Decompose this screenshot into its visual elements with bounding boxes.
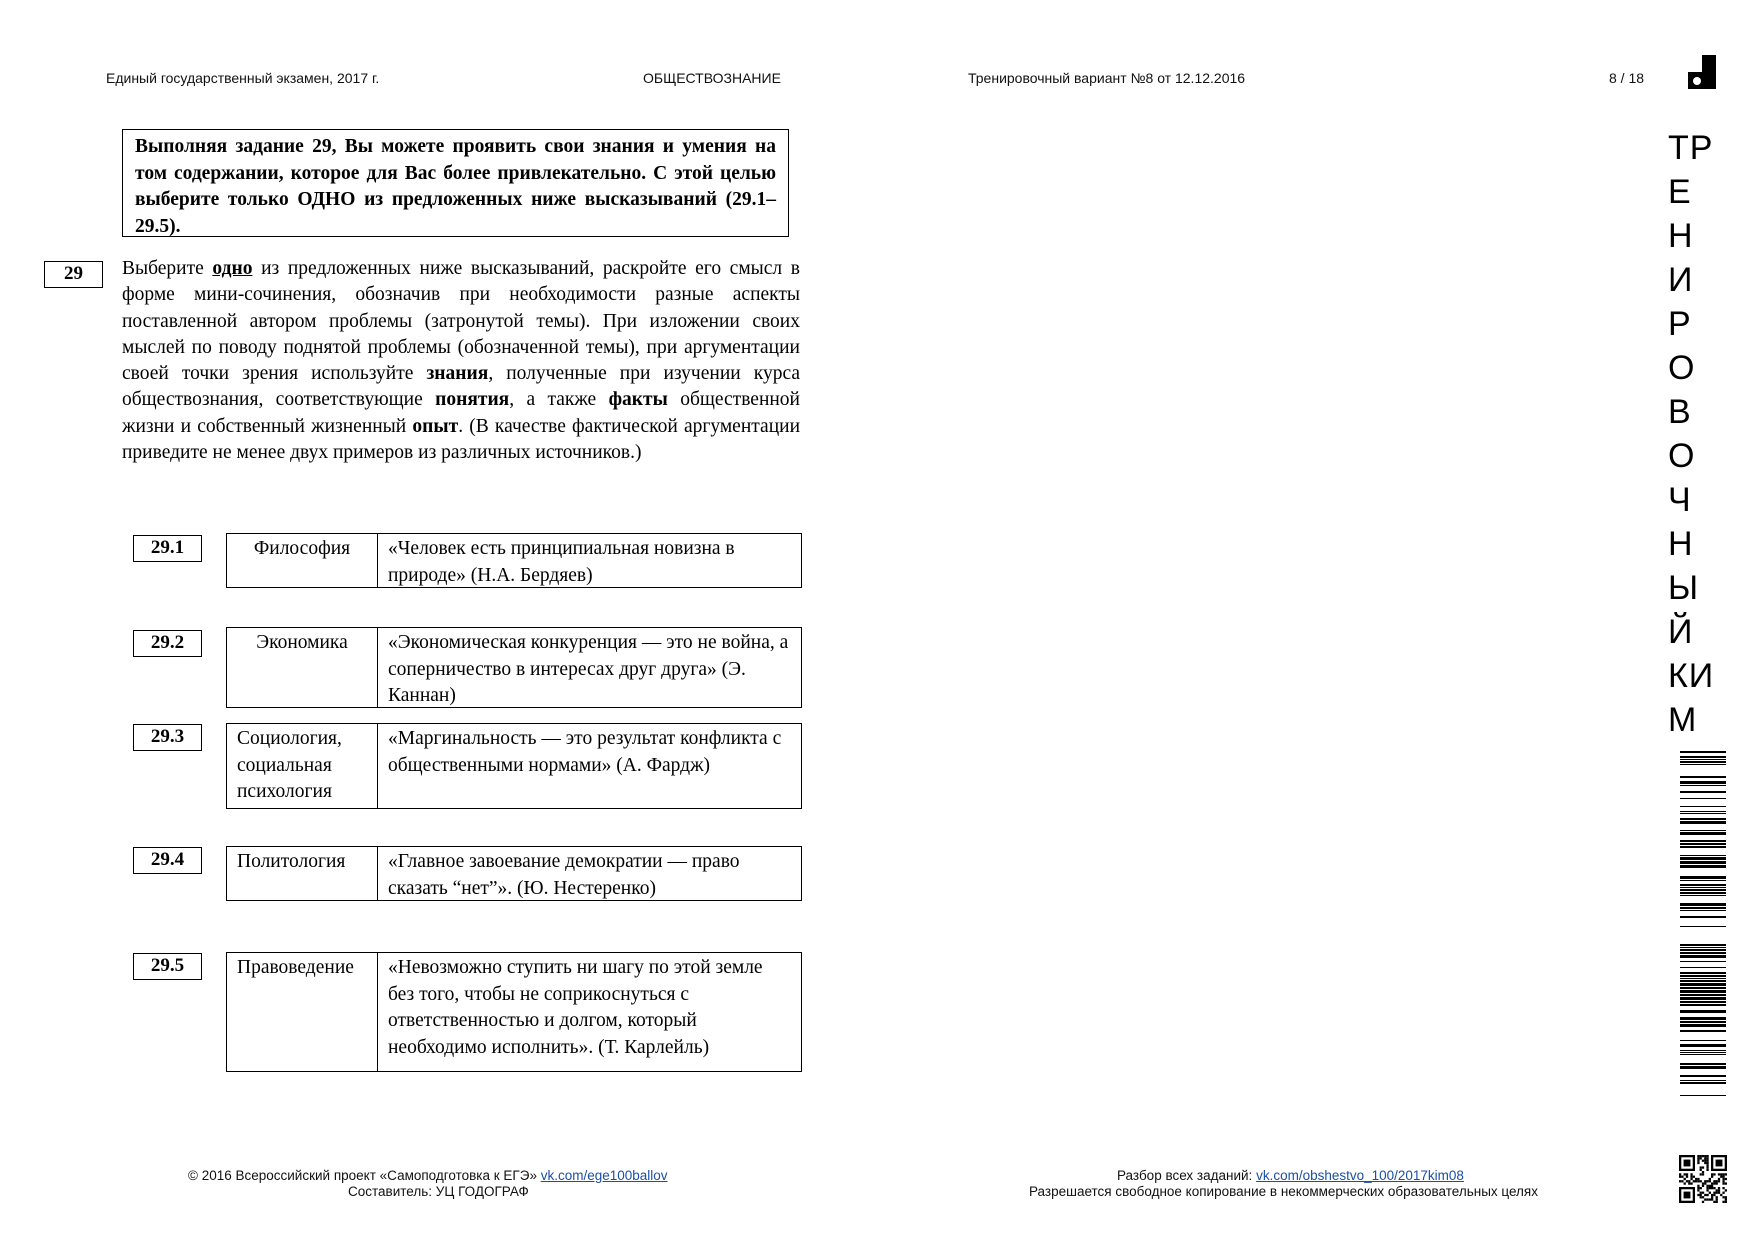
- option-row: [226, 952, 802, 1072]
- option-subject: Политология: [227, 847, 378, 900]
- option-quote: «Главное завоевание демократии — право сказать “нет”». (Ю. Нестеренко): [388, 851, 740, 899]
- option-number: 29.3: [133, 724, 202, 751]
- option-row: [226, 533, 802, 588]
- option-subject: Экономика: [227, 628, 378, 707]
- option-quote: «Человек есть принципиальная новизна в природе» (Н.А. Бердяев): [388, 538, 735, 586]
- header-variant: Тренировочный вариант №8 от 12.12.2016: [968, 70, 1246, 86]
- option-number: 29.2: [133, 630, 202, 657]
- task-number: 29: [44, 261, 103, 288]
- header-page-number: 8 / 18: [1609, 70, 1645, 86]
- option-row: [226, 723, 802, 809]
- side-letter: О: [1668, 437, 1696, 475]
- footer-author: Составитель: УЦ ГОДОГРАФ: [348, 1184, 529, 1199]
- qr-code-icon: [1679, 1155, 1727, 1203]
- option-row: [226, 846, 802, 901]
- option-row: [226, 627, 802, 708]
- barcode-icon: [1680, 751, 1726, 1101]
- footer-license: Разрешается свободное копирование в некоммерческих образовательных целях: [1029, 1184, 1538, 1199]
- side-letter: ТР: [1668, 129, 1714, 167]
- footer-analysis: Разбор всех заданий: vk.com/obshestvo_100/2017kim08: [1117, 1168, 1464, 1183]
- option-subject: Социология, социальная психология: [227, 724, 378, 808]
- side-letter: Е: [1668, 173, 1692, 211]
- option-subject: Философия: [227, 534, 378, 587]
- side-letter: И: [1668, 261, 1694, 299]
- side-letter: Й: [1668, 613, 1694, 651]
- side-letter: Н: [1668, 217, 1694, 255]
- option-number: 29.5: [133, 953, 202, 980]
- footer-copyright: © 2016 Всероссийский проект «Самоподготовка к ЕГЭ» vk.com/ege100ballov: [188, 1168, 668, 1183]
- option-number: 29.4: [133, 847, 202, 874]
- option-quote: «Невозможно ступить ни шагу по этой земле без того, чтобы не соприкоснуться с ответственностью и долгом, который необходимо исполнить». (Т. Карлейль): [388, 957, 763, 1058]
- task-text: Выберите одно из предложенных ниже высказываний, раскройте его смысл в форме мини-сочинения, обозначив при необходимости разные аспекты поставленной автором проблемы (затронутой темы). При изложении своих мыслей по поводу поднятой проблемы (обозначенной темы), при аргументации своей точки зрения используйте знания, полученные при изучении курса обществознания, соответствующие понятия, а также факты общественной жизни и собственный жизненный опыт. (В качестве фактической аргументации приведите не менее двух примеров из различных источников.): [122, 258, 800, 464]
- side-letter: КИ: [1668, 657, 1715, 695]
- footer-link-analysis[interactable]: vk.com/obshestvo_100/2017kim08: [1256, 1168, 1464, 1183]
- side-letter: Р: [1668, 305, 1692, 343]
- footer-link-ege100ballov[interactable]: vk.com/ege100ballov: [540, 1168, 668, 1183]
- option-quote: «Маргинальность — это результат конфликта с общественными нормами» (А. Фардж): [388, 728, 782, 776]
- side-watermark-word: [1668, 126, 1738, 742]
- header-subject: ОБЩЕСТВОЗНАНИЕ: [643, 70, 781, 86]
- option-number: 29.1: [133, 535, 202, 562]
- side-letter: О: [1668, 349, 1696, 387]
- side-letter: М: [1668, 701, 1698, 739]
- side-letter: Ы: [1668, 569, 1700, 607]
- side-letter: Ч: [1668, 481, 1692, 519]
- side-letter: В: [1668, 393, 1692, 431]
- option-quote: «Экономическая конкуренция — это не война, а соперничество в интересах друг друга» (Э. Каннан): [388, 632, 789, 706]
- header-exam-title: Единый государственный экзамен, 2017 г.: [106, 70, 380, 86]
- corner-marker-icon: [1688, 55, 1716, 89]
- side-letter: Н: [1668, 525, 1694, 563]
- instruction-box: Выполняя задание 29, Вы можете проявить свои знания и умения на том содержании, которое для Вас более привлекательно. С этой целью выберите только ОДНО из предложенных ниже высказываний (29.1–29.5).: [122, 129, 789, 237]
- option-subject: Правоведение: [227, 953, 378, 1071]
